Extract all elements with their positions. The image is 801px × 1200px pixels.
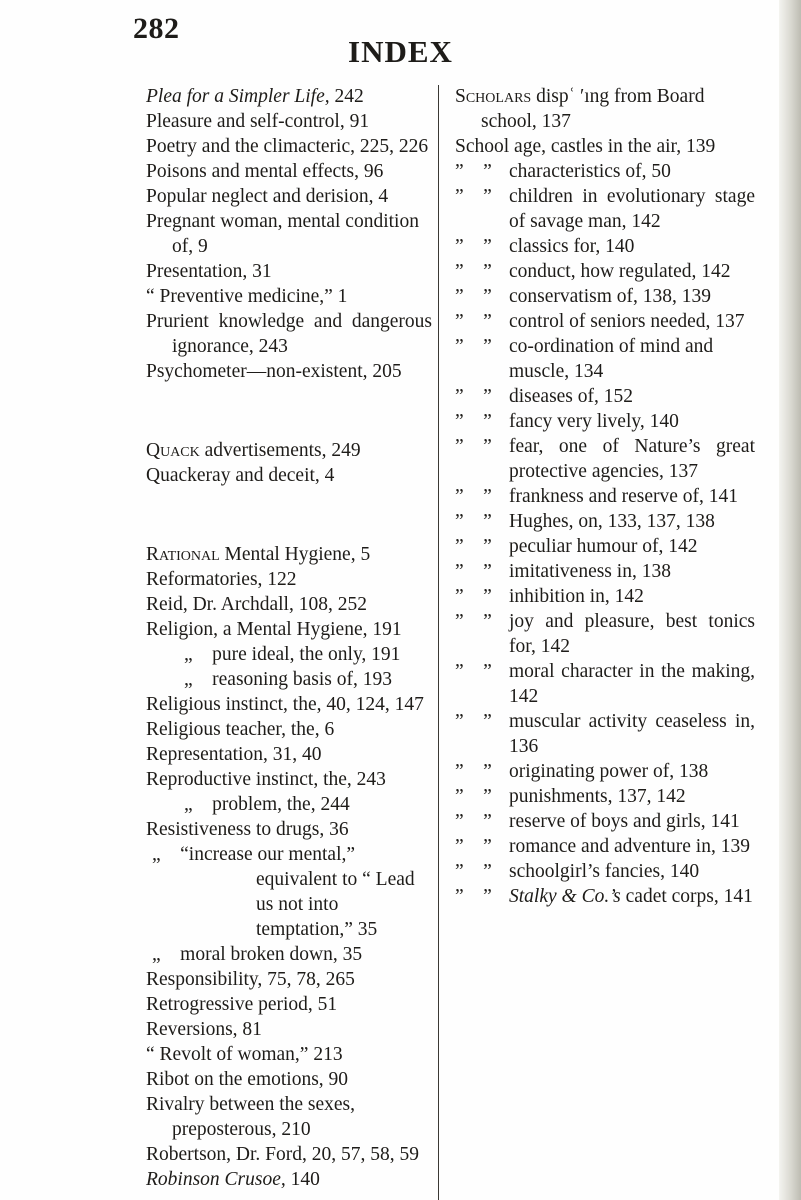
index-entry: Rational Mental Hygiene, 5 [146, 544, 371, 565]
page-edge-shadow [779, 0, 801, 1200]
ditto-marks: ” ” [455, 411, 492, 432]
index-entry: Presentation, 31 [146, 261, 272, 282]
index-subentry: ” ” conduct, how regulated, 142 [455, 261, 731, 282]
index-entry: Poetry and the climacteric, 225, 226 [146, 136, 429, 157]
ditto-marks: ” ” [455, 486, 492, 507]
index-subentry: ” ” Stalky & Co.’s cadet corps, 141 [455, 886, 753, 907]
ditto-marks: ” ” [455, 311, 492, 332]
ditto-marks: ” ” [455, 186, 492, 207]
index-entry: Poisons and mental effects, 96 [146, 161, 384, 182]
index-subentry: ” ” fancy very lively, 140 [455, 411, 679, 432]
index-entry: Reproductive instinct, the, 243 [146, 769, 386, 790]
ditto-marks: ” ” [455, 711, 492, 732]
index-subentry: „ “increase our mental,” equivalent to “ Lead us not into temptation,” 35 [152, 844, 415, 940]
index-subentry: ” ” Hughes, on, 133, 137, 138 [455, 511, 715, 532]
ditto-marks: ” ” [455, 286, 492, 307]
section-gap [146, 384, 432, 438]
ditto-marks: ” ” [455, 886, 492, 907]
ditto-marks: ” ” [455, 386, 492, 407]
index-column-left [146, 84, 432, 1192]
ditto-marks: ” ” [455, 536, 492, 557]
ditto-marks: ” ” [455, 786, 492, 807]
index-entry: Plea for a Simpler Life, 242 [146, 86, 364, 107]
index-entry: Prurient knowledge and dangerous ignorance, 243 [146, 311, 432, 357]
index-subentry: „ pure ideal, the only, 191 [184, 644, 401, 665]
index-entry: Pleasure and self-control, 91 [146, 111, 370, 132]
index-subentry: ” ” peculiar humour of, 142 [455, 536, 698, 557]
index-subentry: ” ” diseases of, 152 [455, 386, 634, 407]
index-entry: Reversions, 81 [146, 1019, 262, 1040]
ditto-marks: ” ” [455, 661, 492, 682]
index-entry: “ Revolt of woman,” 213 [146, 1044, 343, 1065]
index-column-right [455, 84, 755, 909]
index-entry: School age, castles in the air, 139 [455, 136, 716, 157]
index-entry: Robinson Crusoe, 140 [146, 1169, 320, 1190]
ditto-marks: ” ” [455, 511, 492, 532]
index-subentry: ” ” romance and adventure in, 139 [455, 836, 750, 857]
page-number: 282 [133, 12, 180, 45]
ditto-marks: ” ” [455, 761, 492, 782]
index-subentry: ” ” punishments, 137, 142 [455, 786, 686, 807]
index-entry: Quack advertisements, 249 [146, 440, 361, 461]
index-entry: “ Preventive medicine,” 1 [146, 286, 348, 307]
index-subentry: ” ” children in evolutionary stage of savage man, 142 [455, 186, 755, 232]
index-subentry: ” ” control of seniors needed, 137 [455, 311, 745, 332]
index-subentry: ” ” schoolgirl’s fancies, 140 [455, 861, 700, 882]
index-entry: Scholars dispʿ ′ıng from Board school, 137 [455, 86, 705, 132]
index-subentry: ” ” originating power of, 138 [455, 761, 709, 782]
ditto-marks: ” ” [455, 436, 492, 457]
index-subentry: ” ” imitativeness in, 138 [455, 561, 671, 582]
index-subentry: ” ” inhibition in, 142 [455, 586, 644, 607]
index-entry: Rivalry between the sexes, preposterous, 210 [146, 1094, 356, 1140]
index-entry: Religion, a Mental Hygiene, 191 [146, 619, 402, 640]
index-entry: Retrogressive period, 51 [146, 994, 338, 1015]
index-entry: Representation, 31, 40 [146, 744, 322, 765]
index-subentry: „ reasoning basis of, 193 [184, 669, 392, 690]
index-entry: Religious instinct, the, 40, 124, 147 [146, 694, 424, 715]
ditto-marks: ” ” [455, 586, 492, 607]
index-subentry: ” ” joy and pleasure, best tonics for, 142 [455, 611, 755, 657]
index-subentry: ” ” conservatism of, 138, 139 [455, 286, 712, 307]
ditto-marks: ” ” [455, 236, 492, 257]
ditto-marks: ” ” [455, 261, 492, 282]
index-entry: Quackeray and deceit, 4 [146, 465, 335, 486]
index-subentry: „ problem, the, 244 [184, 794, 350, 815]
ditto-marks: ” ” [455, 836, 492, 857]
index-entry: Psychometer—non-existent, 205 [146, 361, 402, 382]
section-gap [146, 488, 432, 542]
page-title: INDEX [348, 34, 453, 69]
index-entry: Pregnant woman, mental condition of, 9 [146, 211, 419, 257]
index-subentry: „ moral broken down, 35 [152, 944, 363, 965]
index-subentry: ” ” characteristics of, 50 [455, 161, 671, 182]
index-subentry: ” ” classics for, 140 [455, 236, 635, 257]
ditto-marks: ” ” [455, 561, 492, 582]
index-subentry: ” ” reserve of boys and girls, 141 [455, 811, 740, 832]
index-subentry: ” ” fear, one of Nature’s great protective agencies, 137 [455, 436, 755, 482]
index-entry: Resistiveness to drugs, 36 [146, 819, 349, 840]
ditto-marks: ” ” [455, 861, 492, 882]
index-entry: Robertson, Dr. Ford, 20, 57, 58, 59 [146, 1144, 419, 1165]
column-divider [438, 85, 439, 1200]
ditto-marks: ” ” [455, 161, 492, 182]
index-subentry: ” ” moral character in the making, 142 [455, 661, 755, 707]
index-entry: Religious teacher, the, 6 [146, 719, 335, 740]
index-entry: Popular neglect and derision, 4 [146, 186, 389, 207]
ditto-marks: ” ” [455, 611, 492, 632]
index-entry: Reid, Dr. Archdall, 108, 252 [146, 594, 367, 615]
index-entry: Ribot on the emotions, 90 [146, 1069, 349, 1090]
index-subentry: ” ” frankness and reserve of, 141 [455, 486, 739, 507]
index-subentry: ” ” co-ordination of mind and muscle, 134 [455, 336, 714, 382]
ditto-marks: ” ” [455, 336, 492, 357]
ditto-marks: ” ” [455, 811, 492, 832]
index-subentry: ” ” muscular activity ceaseless in, 136 [455, 711, 755, 757]
index-entry: Responsibility, 75, 78, 265 [146, 969, 355, 990]
index-entry: Reformatories, 122 [146, 569, 297, 590]
